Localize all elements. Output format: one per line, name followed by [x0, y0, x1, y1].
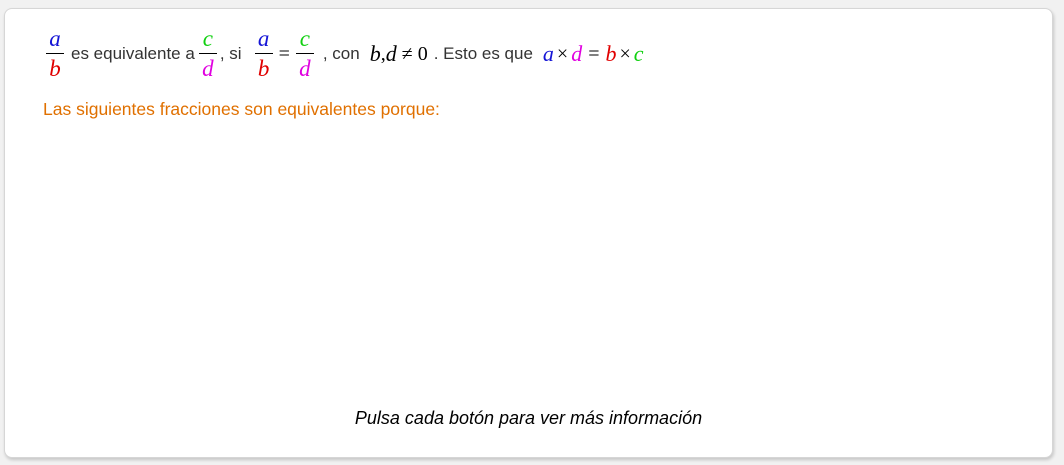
- denominator-b: b: [49, 56, 61, 82]
- denominator-d: d: [202, 56, 214, 82]
- product-b: b: [605, 41, 617, 66]
- denominator-d: d: [299, 56, 311, 82]
- instruction-hint: Pulsa cada botón para ver más información: [354, 408, 703, 428]
- text-es-equivalente: es equivalente a: [71, 44, 195, 63]
- not-equal-sign: ≠: [401, 42, 413, 65]
- product-c: c: [633, 41, 644, 66]
- subtitle: Las siguientes fracciones son equivalentes porque:: [43, 99, 440, 119]
- condition-d: d: [385, 41, 397, 66]
- equals-sign: =: [278, 42, 290, 65]
- fraction-a-over-b-2: [255, 26, 273, 83]
- definition-line: [43, 19, 644, 89]
- fraction-c-over-d-2: [296, 26, 314, 83]
- numerator-c: c: [202, 25, 213, 51]
- text-con: , con: [322, 44, 360, 63]
- times-sign: ×: [619, 42, 631, 65]
- fraction-bar: [296, 53, 314, 55]
- product-d: d: [571, 41, 583, 66]
- times-sign: ×: [556, 42, 569, 65]
- fraction-bar: [199, 53, 217, 55]
- content-card: [4, 8, 1053, 458]
- condition-zero: 0: [417, 42, 428, 65]
- fraction-bar: [255, 53, 273, 55]
- text-esto-es-que: . Esto es que: [433, 44, 533, 63]
- numerator-a: a: [257, 25, 270, 51]
- equals-sign: =: [588, 42, 600, 65]
- condition-comma: ,: [380, 42, 386, 65]
- denominator-b: b: [257, 56, 270, 82]
- fraction-a-over-b: [46, 26, 64, 83]
- fraction-bar: [46, 53, 64, 55]
- product-a: a: [542, 41, 554, 66]
- numerator-a: a: [49, 25, 61, 51]
- condition-b: b: [369, 41, 381, 66]
- numerator-c: c: [299, 25, 310, 51]
- text-si: , si: [219, 44, 242, 63]
- fraction-c-over-d: [199, 26, 217, 83]
